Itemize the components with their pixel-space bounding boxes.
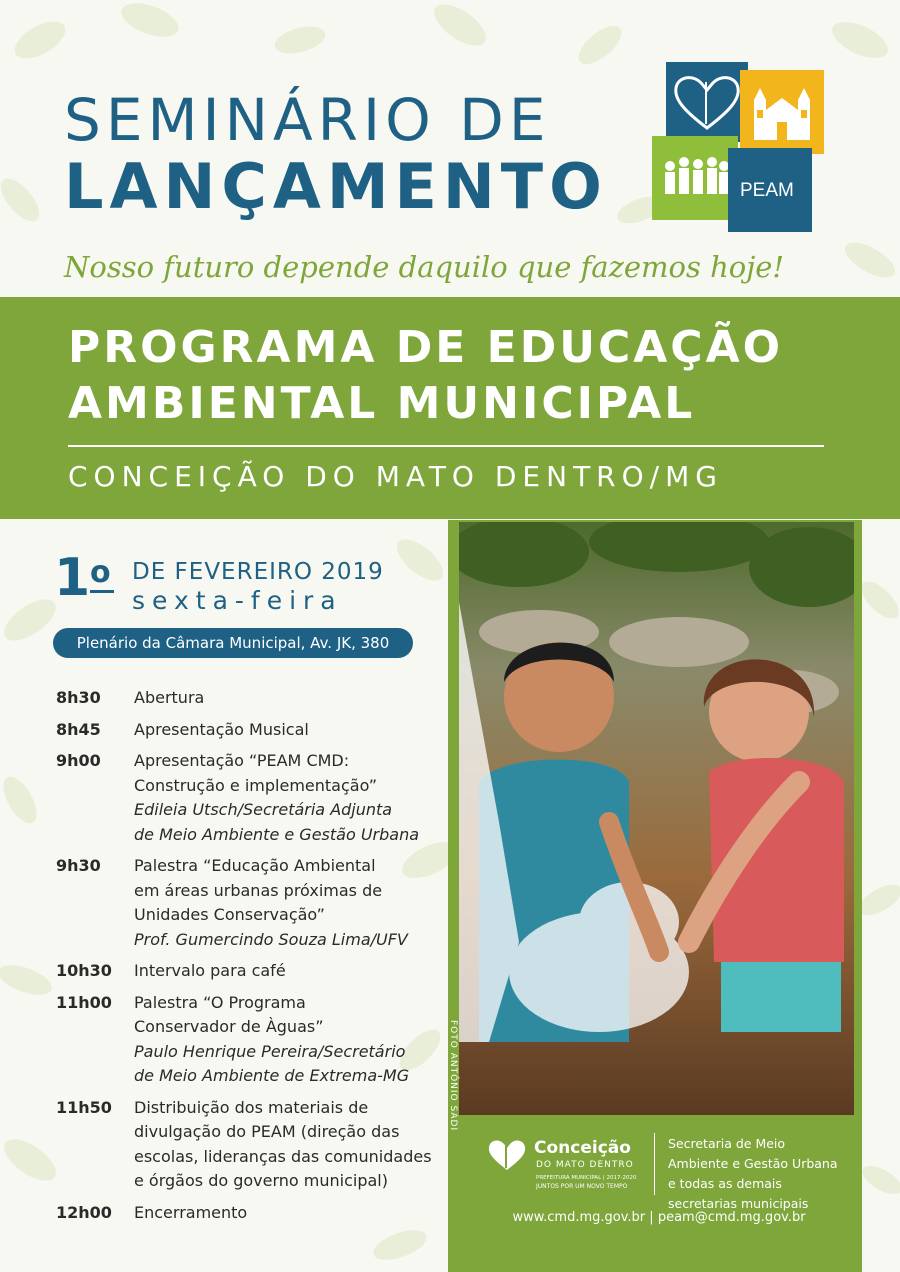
church-icon	[740, 70, 824, 154]
agenda-time: 8h30	[56, 688, 101, 707]
email-link[interactable]: peam@cmd.mg.gov.br	[657, 1210, 806, 1225]
agenda-line: e órgãos do governo municipal)	[134, 1171, 388, 1190]
agenda-speaker: de Meio Ambiente e Gestão Urbana	[134, 824, 420, 844]
agenda-description	[134, 854, 456, 952]
agenda-description	[134, 749, 456, 847]
agenda-time: 9h30	[56, 856, 101, 875]
heart-logo-icon	[486, 1138, 528, 1172]
footer-logo-name: Conceição	[534, 1138, 631, 1158]
agenda-line: Encerramento	[134, 1202, 248, 1222]
agenda-time: 10h30	[56, 961, 112, 980]
agenda-line: Construção e implementação”	[134, 775, 378, 795]
website-link[interactable]: www.cmd.mg.gov.br	[512, 1210, 646, 1225]
agenda-line: Palestra “O Programa	[134, 992, 306, 1012]
agenda-description	[134, 991, 456, 1089]
agenda-row	[56, 991, 456, 1089]
agenda-line: Apresentação Musical	[134, 719, 309, 739]
agenda-row	[56, 1096, 456, 1194]
program-title-line-2: AMBIENTAL MUNICIPAL	[68, 378, 696, 429]
children-water-photo	[459, 522, 854, 1115]
agenda-line: divulgação do PEAM (direção das	[134, 1122, 400, 1141]
footer-logo-tagline: JUNTOS POR UM NOVO TEMPO	[536, 1183, 628, 1190]
agenda-description	[134, 959, 456, 984]
city-label: CONCEIÇÃO DO MATO DENTRO/MG	[68, 460, 723, 493]
agenda-row	[56, 854, 456, 952]
photo-credit: FOTO ANTÔNIO SADI	[448, 1020, 458, 1132]
footer-divider	[654, 1133, 655, 1195]
logo-text: PEAM	[740, 180, 794, 201]
logo-church-square	[740, 70, 824, 154]
agenda-line: Intervalo para café	[134, 961, 286, 980]
agenda-line: Distribuição dos materiais de	[134, 1097, 369, 1117]
event-day-ordinal: o	[90, 555, 111, 590]
agenda-time: 9h00	[56, 751, 101, 770]
logo-people-square	[652, 136, 738, 220]
agenda-row	[56, 959, 456, 984]
agenda-description	[134, 686, 456, 711]
slogan: Nosso futuro depende daquilo que fazemos hoje!	[64, 250, 785, 284]
heart-icon	[666, 62, 748, 142]
agenda-time: 12h00	[56, 1202, 112, 1222]
agenda-speaker: de Meio Ambiente de Extrema-MG	[134, 1066, 410, 1085]
agenda-row	[56, 718, 456, 743]
footer-logo-sub: DO MATO DENTRO	[536, 1160, 634, 1170]
agenda-time: 8h45	[56, 719, 101, 739]
agenda-line: em áreas urbanas próximas de	[134, 880, 383, 900]
agenda-row	[56, 686, 456, 711]
agenda-time: 11h00	[56, 992, 112, 1012]
venue-badge: Plenário da Câmara Municipal, Av. JK, 380	[53, 628, 413, 658]
logo-heart-square	[666, 62, 748, 142]
agenda-speaker: Prof. Gumercindo Souza Lima/UFV	[134, 929, 408, 949]
event-month-year: DE FEVEREIRO 2019	[132, 559, 384, 585]
title-line-1: SEMINÁRIO DE	[64, 86, 551, 154]
agenda-time: 11h50	[56, 1097, 112, 1117]
contact-separator: |	[649, 1210, 654, 1225]
logo-peam-square	[728, 148, 812, 232]
agenda-line: Unidades Conservação”	[134, 905, 325, 924]
agenda-speaker: Edileia Utsch/Secretária Adjunta	[134, 800, 393, 819]
footer-logo-sub2: PREFEITURA MUNICIPAL | 2017-2020	[536, 1175, 637, 1181]
ordinal-underline	[90, 590, 114, 593]
people-icon	[652, 136, 738, 220]
footer-secretaria: Secretaria de Meio Ambiente e Gestão Urbana e todas as demais secretarias municipais	[668, 1136, 838, 1211]
title-line-2: LANÇAMENTO	[64, 150, 608, 223]
agenda-line: Abertura	[134, 688, 205, 707]
agenda-line: Conservador de Àguas”	[134, 1017, 324, 1036]
agenda-line: escolas, lideranças das comunidades	[134, 1146, 432, 1166]
footer-contacts	[462, 1210, 856, 1225]
agenda-line: Palestra “Educação Ambiental	[134, 856, 376, 875]
event-weekday: sexta-feira	[132, 586, 343, 615]
program-title-line-1: PROGRAMA DE EDUCAÇÃO	[68, 322, 784, 373]
agenda-row	[56, 1201, 456, 1226]
agenda-description	[134, 718, 456, 743]
agenda-speaker: Paulo Henrique Pereira/Secretário	[134, 1041, 406, 1061]
agenda-line: Apresentação “PEAM CMD:	[134, 751, 350, 770]
agenda-list	[56, 686, 456, 1232]
event-day: 1	[54, 548, 91, 608]
agenda-row	[56, 749, 456, 847]
band-divider	[68, 445, 824, 447]
agenda-description	[134, 1201, 456, 1226]
agenda-description	[134, 1096, 456, 1194]
